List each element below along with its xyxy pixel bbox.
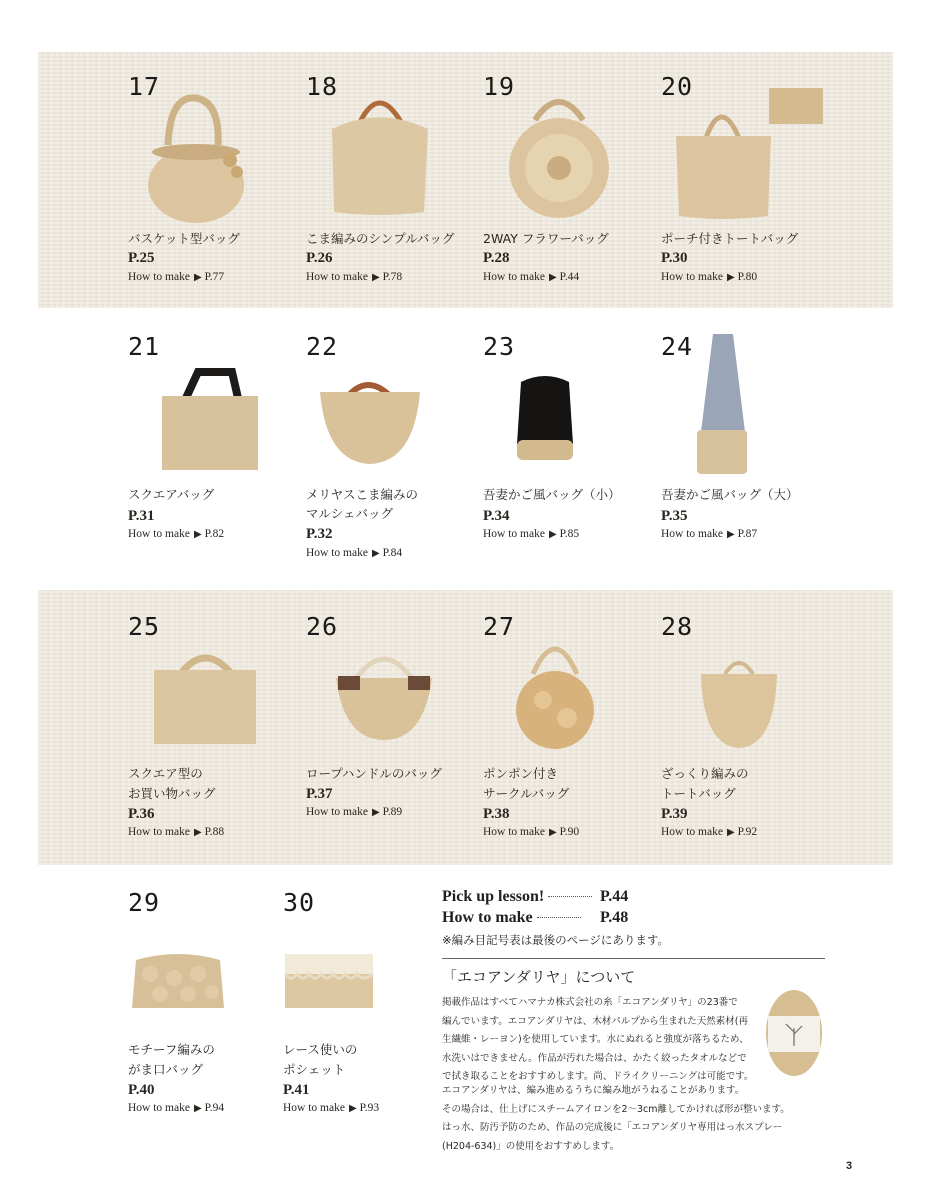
item-title-line-2: マルシェバッグ bbox=[306, 506, 393, 521]
pompom-circle-bag-image bbox=[513, 630, 597, 750]
item-page: P.31 bbox=[128, 508, 155, 524]
item-number: 24 bbox=[661, 332, 694, 361]
how-to-make-link[interactable]: How to make ▶ P.88 bbox=[128, 826, 225, 838]
pick-up-lesson-page: P.44 bbox=[600, 888, 629, 905]
item-title-line-2: トートバッグ bbox=[661, 786, 736, 801]
triangle-icon: ▶ bbox=[371, 807, 380, 818]
item-26[interactable] bbox=[306, 612, 476, 832]
item-title: 2WAY フラワーバッグ bbox=[483, 231, 609, 246]
item-24[interactable] bbox=[661, 332, 831, 562]
how-to-make-link[interactable]: How to make ▶ P.90 bbox=[483, 826, 580, 838]
item-page: P.38 bbox=[483, 806, 510, 822]
item-21[interactable] bbox=[128, 332, 298, 562]
item-25[interactable] bbox=[128, 612, 298, 852]
item-title: こま編みのシンプルバッグ bbox=[306, 231, 455, 246]
openwork-tote-image bbox=[697, 652, 781, 752]
item-title: スクエアバッグ bbox=[128, 487, 215, 502]
leader-dots bbox=[537, 917, 581, 918]
item-page: P.40 bbox=[128, 1082, 155, 1098]
triangle-icon: ▶ bbox=[726, 272, 735, 283]
motif-clasp-bag-image bbox=[130, 952, 226, 1012]
item-23[interactable] bbox=[483, 332, 653, 562]
item-title: ざっくり編みの bbox=[661, 766, 749, 781]
item-17[interactable] bbox=[128, 72, 298, 292]
how-to-make-link[interactable]: How to make ▶ P.77 bbox=[128, 271, 225, 283]
triangle-icon: ▶ bbox=[548, 272, 557, 283]
how-to-make-index-page: P.48 bbox=[600, 909, 629, 926]
how-to-make-link[interactable]: How to make ▶ P.78 bbox=[306, 271, 403, 283]
triangle-icon: ▶ bbox=[193, 827, 202, 838]
how-to-make-link[interactable]: How to make ▶ P.85 bbox=[483, 528, 580, 540]
stitch-chart-note: ※編み目記号表は最後のページにあります。 bbox=[442, 933, 669, 947]
lace-pochette-image bbox=[283, 952, 375, 1010]
how-to-make-link[interactable]: How to make ▶ P.44 bbox=[483, 271, 580, 283]
item-number: 18 bbox=[306, 72, 339, 101]
how-to-make-link[interactable]: How to make ▶ P.84 bbox=[306, 547, 403, 559]
triangle-icon: ▶ bbox=[726, 529, 735, 540]
triangle-icon: ▶ bbox=[193, 1103, 202, 1114]
flower-bag-image bbox=[507, 90, 617, 225]
triangle-icon: ▶ bbox=[193, 529, 202, 540]
triangle-icon: ▶ bbox=[548, 529, 557, 540]
item-page: P.41 bbox=[283, 1082, 310, 1098]
item-18[interactable] bbox=[306, 72, 476, 292]
simple-bag-image bbox=[324, 84, 434, 219]
item-number: 30 bbox=[283, 888, 316, 917]
item-number: 25 bbox=[128, 612, 161, 641]
item-number: 29 bbox=[128, 888, 161, 917]
how-to-make-link[interactable]: How to make ▶ P.87 bbox=[661, 528, 758, 540]
how-to-make-link[interactable]: How to make ▶ P.80 bbox=[661, 271, 758, 283]
item-title: ロープハンドルのバッグ bbox=[306, 766, 442, 781]
how-to-make-link[interactable]: How to make ▶ P.93 bbox=[283, 1102, 380, 1114]
page-number: 3 bbox=[846, 1160, 853, 1172]
item-title: モチーフ編みの bbox=[128, 1042, 215, 1057]
item-number: 20 bbox=[661, 72, 694, 101]
item-title-line-2: お買い物バッグ bbox=[128, 786, 216, 801]
item-30[interactable] bbox=[283, 888, 453, 1128]
triangle-icon: ▶ bbox=[348, 1103, 357, 1114]
how-to-make-link[interactable]: How to make ▶ P.89 bbox=[306, 806, 403, 818]
triangle-icon: ▶ bbox=[726, 827, 735, 838]
tote-with-pouch-image bbox=[671, 86, 836, 221]
item-title-line-2: サークルバッグ bbox=[483, 786, 570, 801]
item-page: P.26 bbox=[306, 250, 333, 266]
item-page: P.28 bbox=[483, 250, 510, 266]
basket-bag-image bbox=[138, 90, 248, 225]
item-number: 26 bbox=[306, 612, 339, 641]
leader-dots bbox=[548, 896, 592, 897]
item-page: P.30 bbox=[661, 250, 688, 266]
item-title: バスケット型バッグ bbox=[128, 231, 240, 246]
item-page: P.35 bbox=[661, 508, 688, 524]
how-to-make-link[interactable]: How to make ▶ P.82 bbox=[128, 528, 225, 540]
how-to-make-link[interactable]: How to make ▶ P.92 bbox=[661, 826, 758, 838]
item-number: 22 bbox=[306, 332, 339, 361]
eco-andaria-section-title: 「エコアンダリヤ」について bbox=[442, 968, 636, 986]
eco-andaria-paragraph-2: エコアンダリヤは、編み進めるうちに編み地がうねることがあります。 その場合は、仕上げにスチームアイロンを2〜3cm離してかければ形が整います。 はっ水、防汚予防のため、作品の完成後に「エコアンダリヤ専用はっ水スプレー (H204-634)」の使用をおすすめします。 bbox=[442, 1085, 790, 1152]
rope-handle-bag-image bbox=[324, 642, 444, 744]
item-number: 21 bbox=[128, 332, 161, 361]
square-bag-image bbox=[158, 368, 262, 474]
item-page: P.36 bbox=[128, 806, 155, 822]
item-page: P.39 bbox=[661, 806, 688, 822]
item-number: 28 bbox=[661, 612, 694, 641]
triangle-icon: ▶ bbox=[548, 827, 557, 838]
item-page: P.37 bbox=[306, 786, 333, 802]
azuma-bag-large-image bbox=[695, 332, 751, 478]
item-title: スクエア型の bbox=[128, 766, 203, 781]
eco-andaria-paragraph-1: 掲載作品はすべてハマナカ株式会社の糸「エコアンダリヤ」の23番で 編んでいます。エコアンダリヤは、木材パルプから生まれた天然素材(再 生繊維・レーヨン)を使用しています。水にぬれると強度が落ちるため、 水洗いはできません。作品が汚れた場合は、かたく絞ったタオルなどで で拭き取ることをおすすめします。尚、ドライクリーニングは可能です。 bbox=[442, 997, 754, 1082]
item-22[interactable] bbox=[306, 332, 476, 572]
item-title-line-2: ポシェット bbox=[283, 1062, 346, 1077]
item-title: ポンポン付き bbox=[483, 766, 559, 781]
square-shopping-bag-image bbox=[150, 648, 260, 746]
item-number: 27 bbox=[483, 612, 516, 641]
item-number: 23 bbox=[483, 332, 516, 361]
item-page: P.25 bbox=[128, 250, 155, 266]
how-to-make-link[interactable]: How to make ▶ P.94 bbox=[128, 1102, 225, 1114]
item-title: ポーチ付きトートバッグ bbox=[661, 231, 799, 246]
item-29[interactable] bbox=[128, 888, 298, 1128]
how-to-make-index-link[interactable]: How to make bbox=[442, 909, 587, 927]
item-28[interactable] bbox=[661, 612, 831, 852]
section-divider bbox=[442, 958, 825, 959]
item-20[interactable] bbox=[661, 72, 831, 292]
azuma-bag-small-image bbox=[513, 372, 577, 462]
item-19[interactable] bbox=[483, 72, 653, 292]
triangle-icon: ▶ bbox=[371, 548, 380, 559]
item-title-line-2: がま口バッグ bbox=[128, 1062, 204, 1077]
item-number: 17 bbox=[128, 72, 161, 101]
pick-up-lesson-link[interactable]: Pick up lesson! bbox=[442, 888, 598, 906]
triangle-icon: ▶ bbox=[193, 272, 202, 283]
item-page: P.34 bbox=[483, 508, 510, 524]
item-number: 19 bbox=[483, 72, 516, 101]
item-title: 吾妻かご風バッグ（大） bbox=[661, 487, 799, 502]
marche-bag-image bbox=[318, 376, 422, 466]
yarn-ball-image bbox=[764, 988, 824, 1078]
item-title: メリヤスこま編みの bbox=[306, 487, 419, 502]
item-27[interactable] bbox=[483, 612, 653, 852]
item-title: 吾妻かご風バッグ（小） bbox=[483, 487, 621, 502]
item-page: P.32 bbox=[306, 526, 333, 542]
item-title: レース使いの bbox=[283, 1042, 358, 1057]
triangle-icon: ▶ bbox=[371, 272, 380, 283]
